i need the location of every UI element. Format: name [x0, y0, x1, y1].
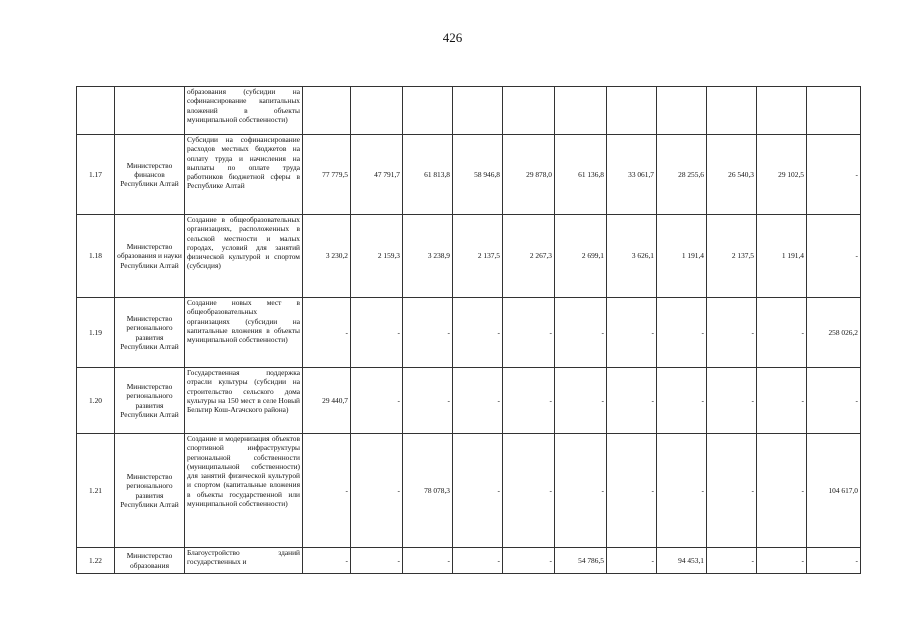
value-cell: -	[303, 434, 351, 548]
value-cell: -	[807, 215, 861, 298]
value-cell: -	[707, 434, 757, 548]
row-number-cell: 1.21	[77, 434, 115, 548]
table-row	[77, 368, 861, 434]
row-number-cell: 1.18	[77, 215, 115, 298]
row-number-cell: 1.19	[77, 298, 115, 368]
value-cell: -	[757, 368, 807, 434]
value-cell: -	[351, 434, 403, 548]
value-cell: -	[303, 548, 351, 574]
value-cell: -	[503, 298, 555, 368]
value-cell: -	[707, 298, 757, 368]
value-cell: -	[351, 368, 403, 434]
page-number: 426	[442, 30, 463, 45]
description-cell: Создание и модернизация объектов спортивной инфраструктуры региональной собственности (муниципальной собственности) для занятий физической культурой и спортом (капитальные вложения в объекты государственной или муниципальной собственности)	[185, 434, 303, 548]
description-cell: Благоустройство зданий государственных и	[185, 548, 303, 574]
value-cell: 61 813,8	[403, 135, 453, 215]
value-cell: 2 137,5	[453, 215, 503, 298]
value-cell: -	[707, 368, 757, 434]
row-number-cell: 1.20	[77, 368, 115, 434]
value-cell: -	[607, 368, 657, 434]
value-cell: -	[607, 548, 657, 574]
value-cell: 26 540,3	[707, 135, 757, 215]
value-cell: -	[707, 548, 757, 574]
value-cell: 2 159,3	[351, 215, 403, 298]
value-cell: 29 878,0	[503, 135, 555, 215]
value-cell	[403, 87, 453, 135]
value-cell: -	[607, 434, 657, 548]
value-cell	[351, 87, 403, 135]
value-cell	[453, 87, 503, 135]
ministry-cell	[115, 87, 185, 135]
value-cell: -	[403, 298, 453, 368]
value-cell: -	[453, 298, 503, 368]
value-cell: -	[503, 434, 555, 548]
row-number-cell	[77, 87, 115, 135]
value-cell: 78 078,3	[403, 434, 453, 548]
description-cell: Субсидии на софинансирование расходов местных бюджетов на оплату труда и начисления на выплаты по оплате труда работников бюджетной сферы в Республике Алтай	[185, 135, 303, 215]
value-cell: 3 238,9	[403, 215, 453, 298]
ministry-cell: Министерство регионального развития Республики Алтай	[115, 298, 185, 368]
description-cell: Создание новых мест в общеобразовательных организациях (субсидии на капитальные вложения в объекты муниципальной собственности)	[185, 298, 303, 368]
description-cell: Государственная поддержка отрасли культуры (субсидии на строительство сельского дома культуры на 150 мест в селе Новый Бельтир Кош-Агачского района)	[185, 368, 303, 434]
value-cell: -	[555, 298, 607, 368]
value-cell: 2 699,1	[555, 215, 607, 298]
value-cell: -	[657, 368, 707, 434]
ministry-cell: Министерство регионального развития Республики Алтай	[115, 368, 185, 434]
value-cell: 3 626,1	[607, 215, 657, 298]
value-cell: -	[607, 298, 657, 368]
table-row	[77, 434, 861, 548]
value-cell: 258 026,2	[807, 298, 861, 368]
value-cell: -	[303, 298, 351, 368]
ministry-cell: Министерство регионального развития Республики Алтай	[115, 434, 185, 548]
value-cell: -	[351, 298, 403, 368]
table-row	[77, 87, 861, 135]
value-cell	[657, 87, 707, 135]
value-cell: 58 946,8	[453, 135, 503, 215]
value-cell: -	[657, 434, 707, 548]
description-cell: Создание в общеобразовательных организациях, расположенных в сельской местности и малых городах, условий для занятий физической культурой и спортом (субсидия)	[185, 215, 303, 298]
value-cell: -	[453, 548, 503, 574]
value-cell	[503, 87, 555, 135]
value-cell: 77 779,5	[303, 135, 351, 215]
value-cell: 104 617,0	[807, 434, 861, 548]
value-cell: -	[757, 434, 807, 548]
value-cell: -	[757, 548, 807, 574]
table-body	[77, 87, 861, 574]
value-cell: 28 255,6	[657, 135, 707, 215]
value-cell: -	[453, 368, 503, 434]
value-cell: -	[807, 548, 861, 574]
table-row	[77, 298, 861, 368]
value-cell: 33 061,7	[607, 135, 657, 215]
value-cell: 54 786,5	[555, 548, 607, 574]
value-cell: -	[503, 548, 555, 574]
description-cell: образования (субсидии на софинансирование капитальных вложений в объекты муниципальной собственности)	[185, 87, 303, 135]
row-number-cell: 1.22	[77, 548, 115, 574]
value-cell: -	[807, 368, 861, 434]
value-cell: -	[807, 135, 861, 215]
value-cell	[757, 87, 807, 135]
value-cell: -	[503, 368, 555, 434]
value-cell: 29 102,5	[757, 135, 807, 215]
value-cell: 1 191,4	[657, 215, 707, 298]
value-cell: 94 453,1	[657, 548, 707, 574]
value-cell: -	[351, 548, 403, 574]
value-cell: 1 191,4	[757, 215, 807, 298]
value-cell: 2 267,3	[503, 215, 555, 298]
ministry-cell: Министерство финансов Республики Алтай	[115, 135, 185, 215]
value-cell: 3 230,2	[303, 215, 351, 298]
value-cell	[807, 87, 861, 135]
value-cell	[607, 87, 657, 135]
value-cell: -	[453, 434, 503, 548]
table-row	[77, 135, 861, 215]
value-cell	[555, 87, 607, 135]
value-cell: -	[757, 298, 807, 368]
value-cell: 29 440,7	[303, 368, 351, 434]
value-cell: 61 136,8	[555, 135, 607, 215]
table-row	[77, 548, 861, 574]
value-cell: -	[555, 368, 607, 434]
value-cell: -	[403, 368, 453, 434]
ministry-cell: Министерство образования и науки Республики Алтай	[115, 215, 185, 298]
value-cell: -	[403, 548, 453, 574]
row-number-cell: 1.17	[77, 135, 115, 215]
value-cell: -	[555, 434, 607, 548]
table-row	[77, 215, 861, 298]
ministry-cell: Министерство образования	[115, 548, 185, 574]
value-cell	[707, 87, 757, 135]
budget-table	[76, 86, 861, 574]
value-cell	[303, 87, 351, 135]
value-cell: -	[657, 298, 707, 368]
value-cell: 47 791,7	[351, 135, 403, 215]
value-cell: 2 137,5	[707, 215, 757, 298]
